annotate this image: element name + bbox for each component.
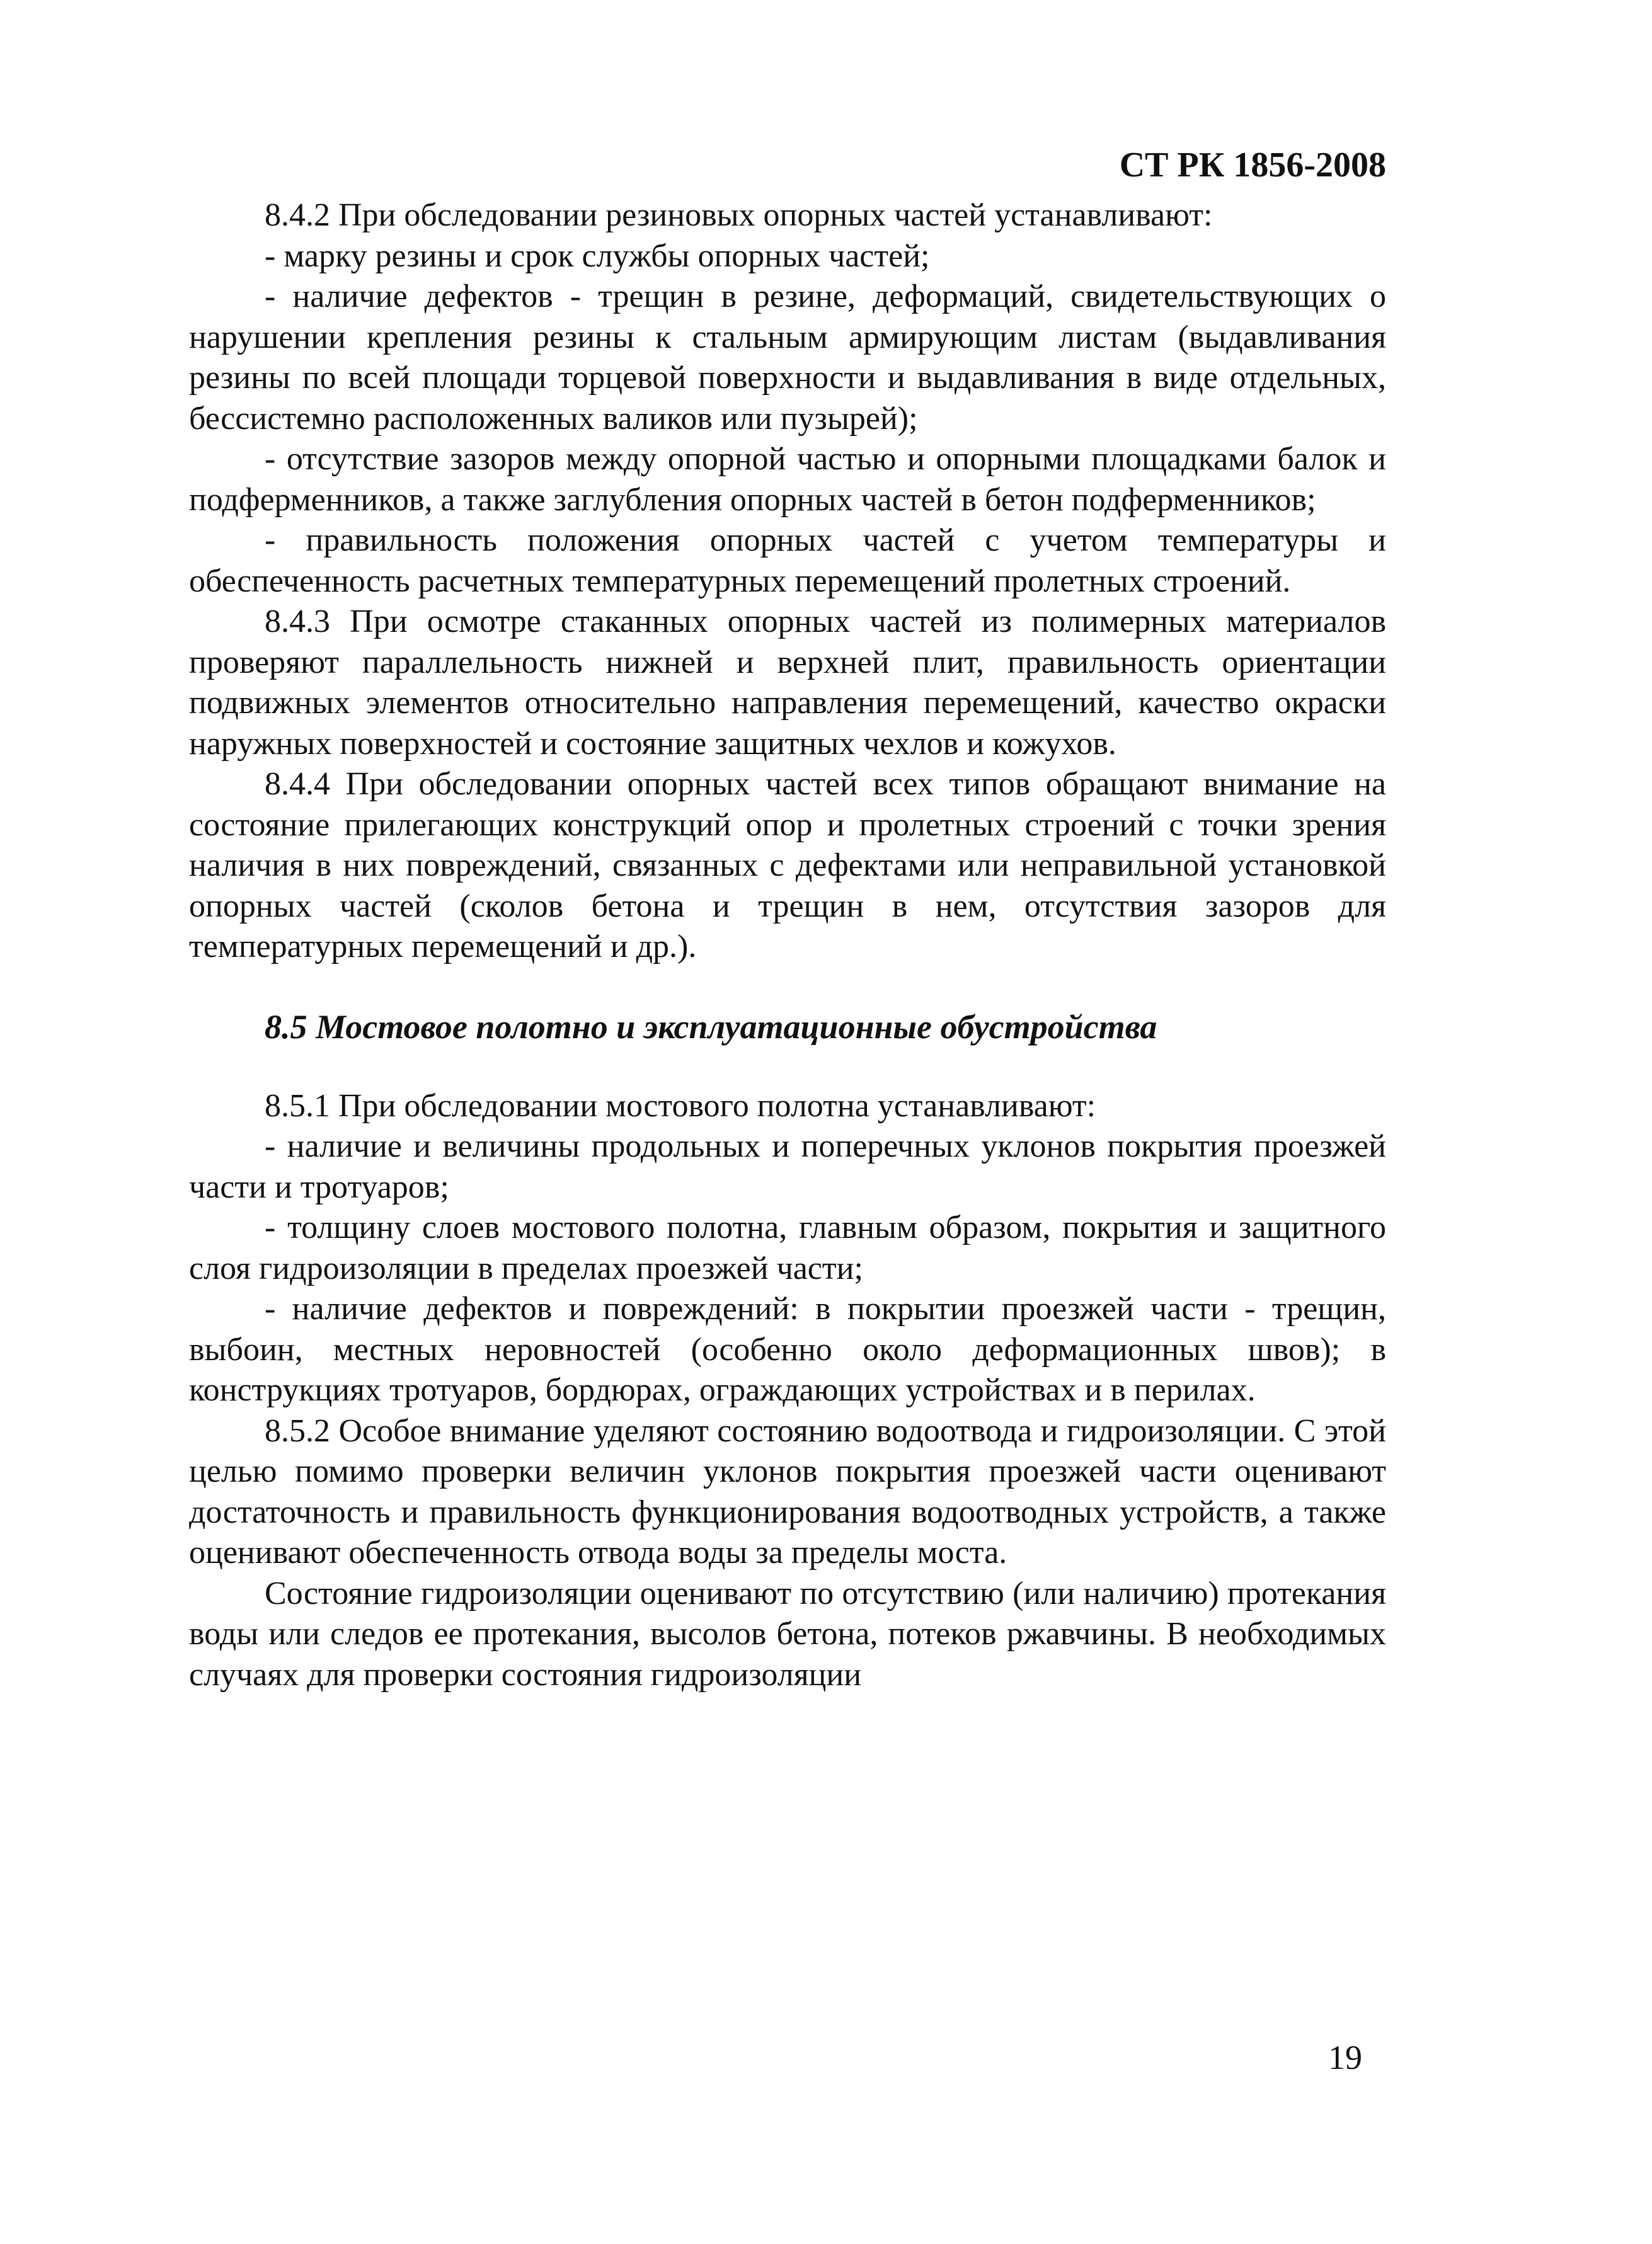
paragraph: Состояние гидроизоляции оценивают по отсутствию (или наличию) протекания воды или следов ее протекания, высолов бетона, потеков ржавчины. В необходимых случаях для проверки состояния гидроизоляции xyxy=(189,1575,1386,1693)
document-id: СТ РК 1856-2008 xyxy=(1119,146,1386,185)
paragraph: 8.5.2 Особое внимание уделяют состоянию водоотвода и гидроизоляции. С этой целью помимо проверки величин уклонов покрытия проезжей части оценивают достаточность и правильность функционирования водоотводных устройств, а также оценивают обеспеченность отвода воды за пределы моста. xyxy=(189,1412,1386,1571)
paragraph: 8.4.2 При обследовании резиновых опорных частей устанавливают: xyxy=(265,197,1213,233)
list-item: - марку резины и срок службы опорных частей; xyxy=(265,238,930,274)
paragraph: 8.5.1 При обследовании мостового полотна устанавливают: xyxy=(265,1087,1096,1124)
list-item: - наличие и величины продольных и поперечных уклонов покрытия проезжей части и тротуаров; xyxy=(189,1128,1386,1205)
list-item: - правильность положения опорных частей с учетом температуры и обеспеченность расчетных температурных перемещений пролетных строений. xyxy=(189,522,1386,599)
list-item: - наличие дефектов - трещин в резине, деформаций, свидетельствующих о нарушении крепления резины к стальным армирующим листам (выдавливания резины по всей площади торцевой поверхности и выдавливания в виде отдельных, бессистемно расположенных валиков или пузырей); xyxy=(189,278,1386,437)
list-item: - толщину слоев мостового полотна, главным образом, покрытия и защитного слоя гидроизоляции в пределах проезжей части; xyxy=(189,1210,1386,1286)
paragraph: 8.4.4 При обследовании опорных частей всех типов обращают внимание на состояние прилегающих конструкций опор и пролетных строений с точки зрения наличия в них повреждений, связанных с дефектами или неправильной установкой опорных частей (сколов бетона и трещин в нем, отсутствия зазоров для температурных перемещений и др.). xyxy=(189,766,1386,965)
list-item: - наличие дефектов и повреждений: в покрытии проезжей части - трещин, выбоин, местных неровностей (особенно около деформационных швов); в конструкциях тротуаров, бордюрах, ограждающих устройствах и в перилах. xyxy=(189,1291,1386,1408)
document-body xyxy=(189,195,1386,1695)
list-item: - отсутствие зазоров между опорной частью и опорными площадками балок и подферменников, а также заглубления опорных частей в бетон подферменников; xyxy=(189,441,1386,518)
section-title: 8.5 Мостовое полотно и эксплуатационные обустройства xyxy=(265,1007,1157,1046)
paragraph: 8.4.3 При осмотре стаканных опорных частей из полимерных материалов проверяют параллельность нижней и верхней плит, правильность ориентации подвижных элементов относительно направления перемещений, качество окраски наружных поверхностей и состояние защитных чехлов и кожухов. xyxy=(189,604,1386,762)
page-number: 19 xyxy=(1328,2039,1362,2076)
